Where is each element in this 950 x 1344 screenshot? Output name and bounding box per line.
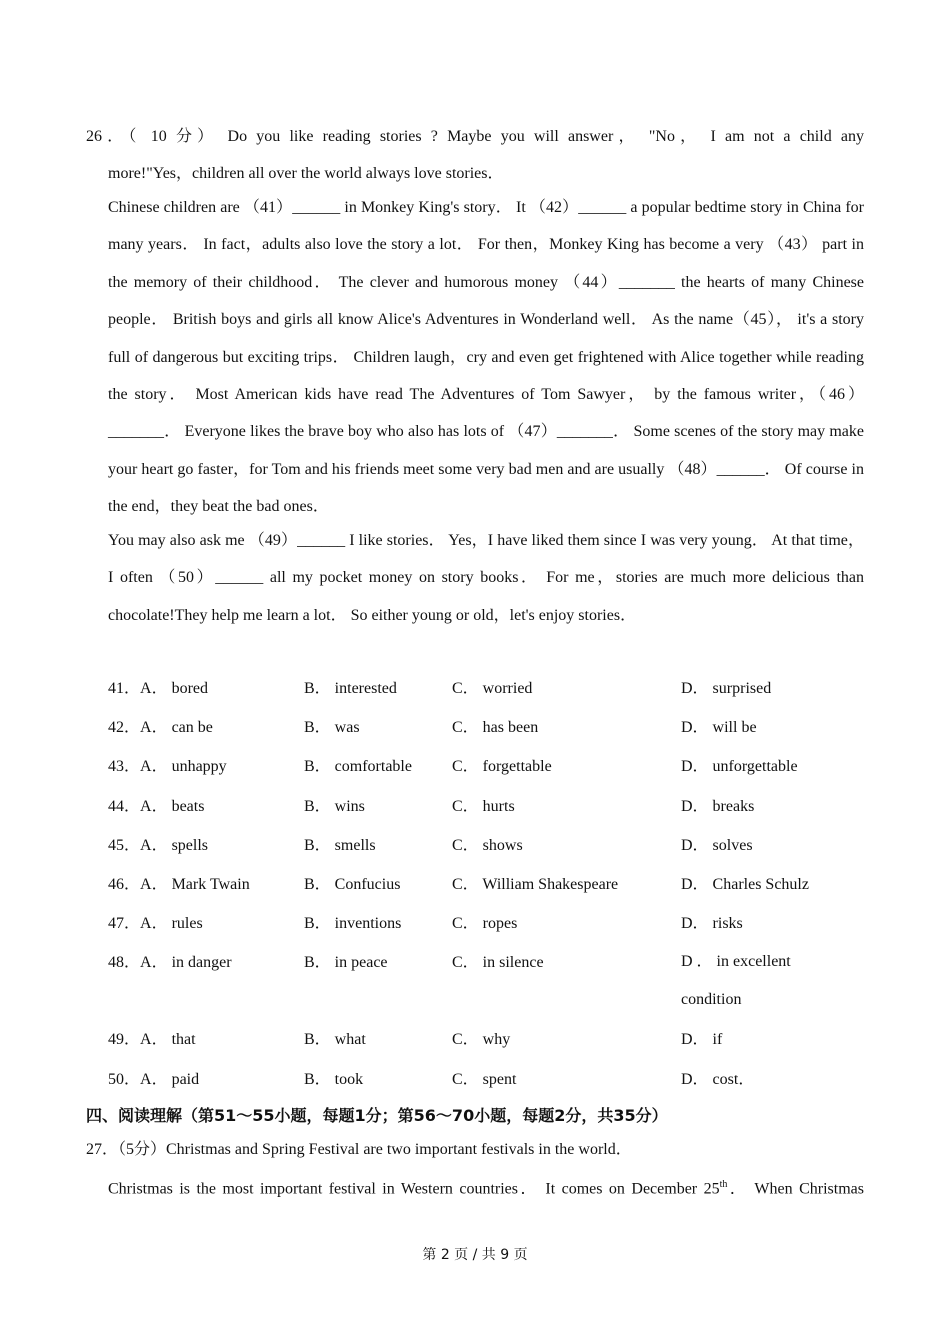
option-b: B． took — [304, 1070, 364, 1088]
option-b: B． inventions — [304, 915, 402, 933]
option-c: C． shows — [452, 836, 523, 854]
option-a: 49．A． that — [108, 1031, 196, 1049]
option-a: 48．A． in danger — [108, 954, 232, 972]
option-b: B． wins — [304, 797, 365, 815]
option-a: 42．A． can be — [108, 719, 213, 737]
option-d: D． surprised — [681, 680, 772, 697]
option-c: C． worried — [452, 680, 533, 697]
option-c: C． hurts — [452, 797, 515, 815]
option-b: B． what — [304, 1031, 366, 1049]
option-d: D ． in excellent condition — [681, 953, 791, 1009]
option-b: B． smells — [304, 836, 376, 854]
option-b: B． was — [304, 719, 360, 737]
option-row-44 — [108, 787, 868, 826]
option-a: 50．A． paid — [108, 1070, 200, 1088]
option-d: D． Charles Schulz — [681, 875, 809, 893]
option-row-43 — [108, 747, 868, 786]
option-d: D． breaks — [681, 797, 755, 815]
option-d: D． unforgettable — [681, 758, 798, 776]
option-c: C． in silence — [452, 954, 544, 972]
option-d: D． if — [681, 1031, 723, 1049]
option-a: 46．A． Mark Twain — [108, 875, 250, 893]
options-list — [108, 669, 868, 1099]
option-row-42 — [108, 708, 868, 747]
option-row-45 — [108, 826, 868, 865]
option-row-50 — [108, 1060, 868, 1099]
option-a: 47．A． rules — [108, 915, 203, 933]
option-row-46 — [108, 865, 868, 904]
option-c: C． William Shakespeare — [452, 875, 619, 893]
section-title: 四、阅读理解（第51～55小题，每题1分；第56～70小题，每题2分，共35分） — [86, 1106, 668, 1125]
option-c: C． forgettable — [452, 758, 552, 776]
option-a: 44．A． beats — [108, 797, 205, 815]
option-c: C． spent — [452, 1070, 517, 1088]
option-row-47 — [108, 904, 868, 943]
question-26-header: 26．（ 10 分） Do you like reading stories ? Maybe you will answer， "No， I am not a child any — [86, 128, 864, 145]
option-a: 43．A． unhappy — [108, 758, 227, 776]
option-b: B． in peace — [304, 954, 388, 972]
option-a: 45．A． spells — [108, 836, 209, 854]
question-27-passage: Christmas is the most important festival in Western countries． It comes on December 25th． When Christmas — [108, 1179, 864, 1198]
option-row-41 — [108, 669, 868, 708]
option-d: D． cost． — [681, 1070, 755, 1088]
page-footer: 第 2 页 / 共 9 页 — [422, 1247, 528, 1263]
passage-paragraph-1: Chinese children are （41）______ in Monkey King's story． It （42）______ a popular bedtime story in China for many years． In fact，adults also love the story a lot． For then，Monkey King has become a very （43） part in the memory of their childhood． The clever and humorous money （44）_______ the hearts of many Chinese people． British boys and girls all know Alice's Adventures in Wonderland well． As the name（45）， it's a story full of dangerous but exciting trips． Children laugh，cry and even get frightened with Alice together while reading the story． Most American kids have read The Adventures of Tom Sawyer， by the famous writer，（46）_______． Everyone likes the brave boy who also has lots of （47）_______． Some scenes of the story may make your heart go faster，for Tom and his friends meet some very bad men and are usually （48）______． Of course in the end，they beat the bad ones． — [108, 199, 864, 516]
question-26-header-cont: more!"Yes，children all over the world always love stories． — [108, 165, 504, 182]
option-d: D． will be — [681, 719, 757, 737]
question-27-header: 27．（5分）Christmas and Spring Festival are two important festivals in the world． — [86, 1141, 632, 1158]
option-row-48 — [108, 943, 868, 1020]
option-c: C． why — [452, 1031, 511, 1049]
option-a: 41．A． bored — [108, 680, 209, 697]
option-b: B． comfortable — [304, 758, 412, 776]
option-row-49 — [108, 1020, 868, 1059]
option-b: B． interested — [304, 680, 397, 697]
option-c: C． has been — [452, 719, 539, 737]
passage-paragraph-2: You may also ask me （49）______ I like stories． Yes，I have liked them since I was very young． At that time，I often （50）______ all my pocket money on story books． For me，stories are much more delicious than chocolate!They help me learn a lot． So either young or old，let's enjoy stories． — [108, 532, 864, 624]
option-d: D． solves — [681, 836, 753, 854]
option-c: C． ropes — [452, 915, 518, 933]
option-b: B． Confucius — [304, 875, 401, 893]
option-d: D． risks — [681, 915, 743, 933]
